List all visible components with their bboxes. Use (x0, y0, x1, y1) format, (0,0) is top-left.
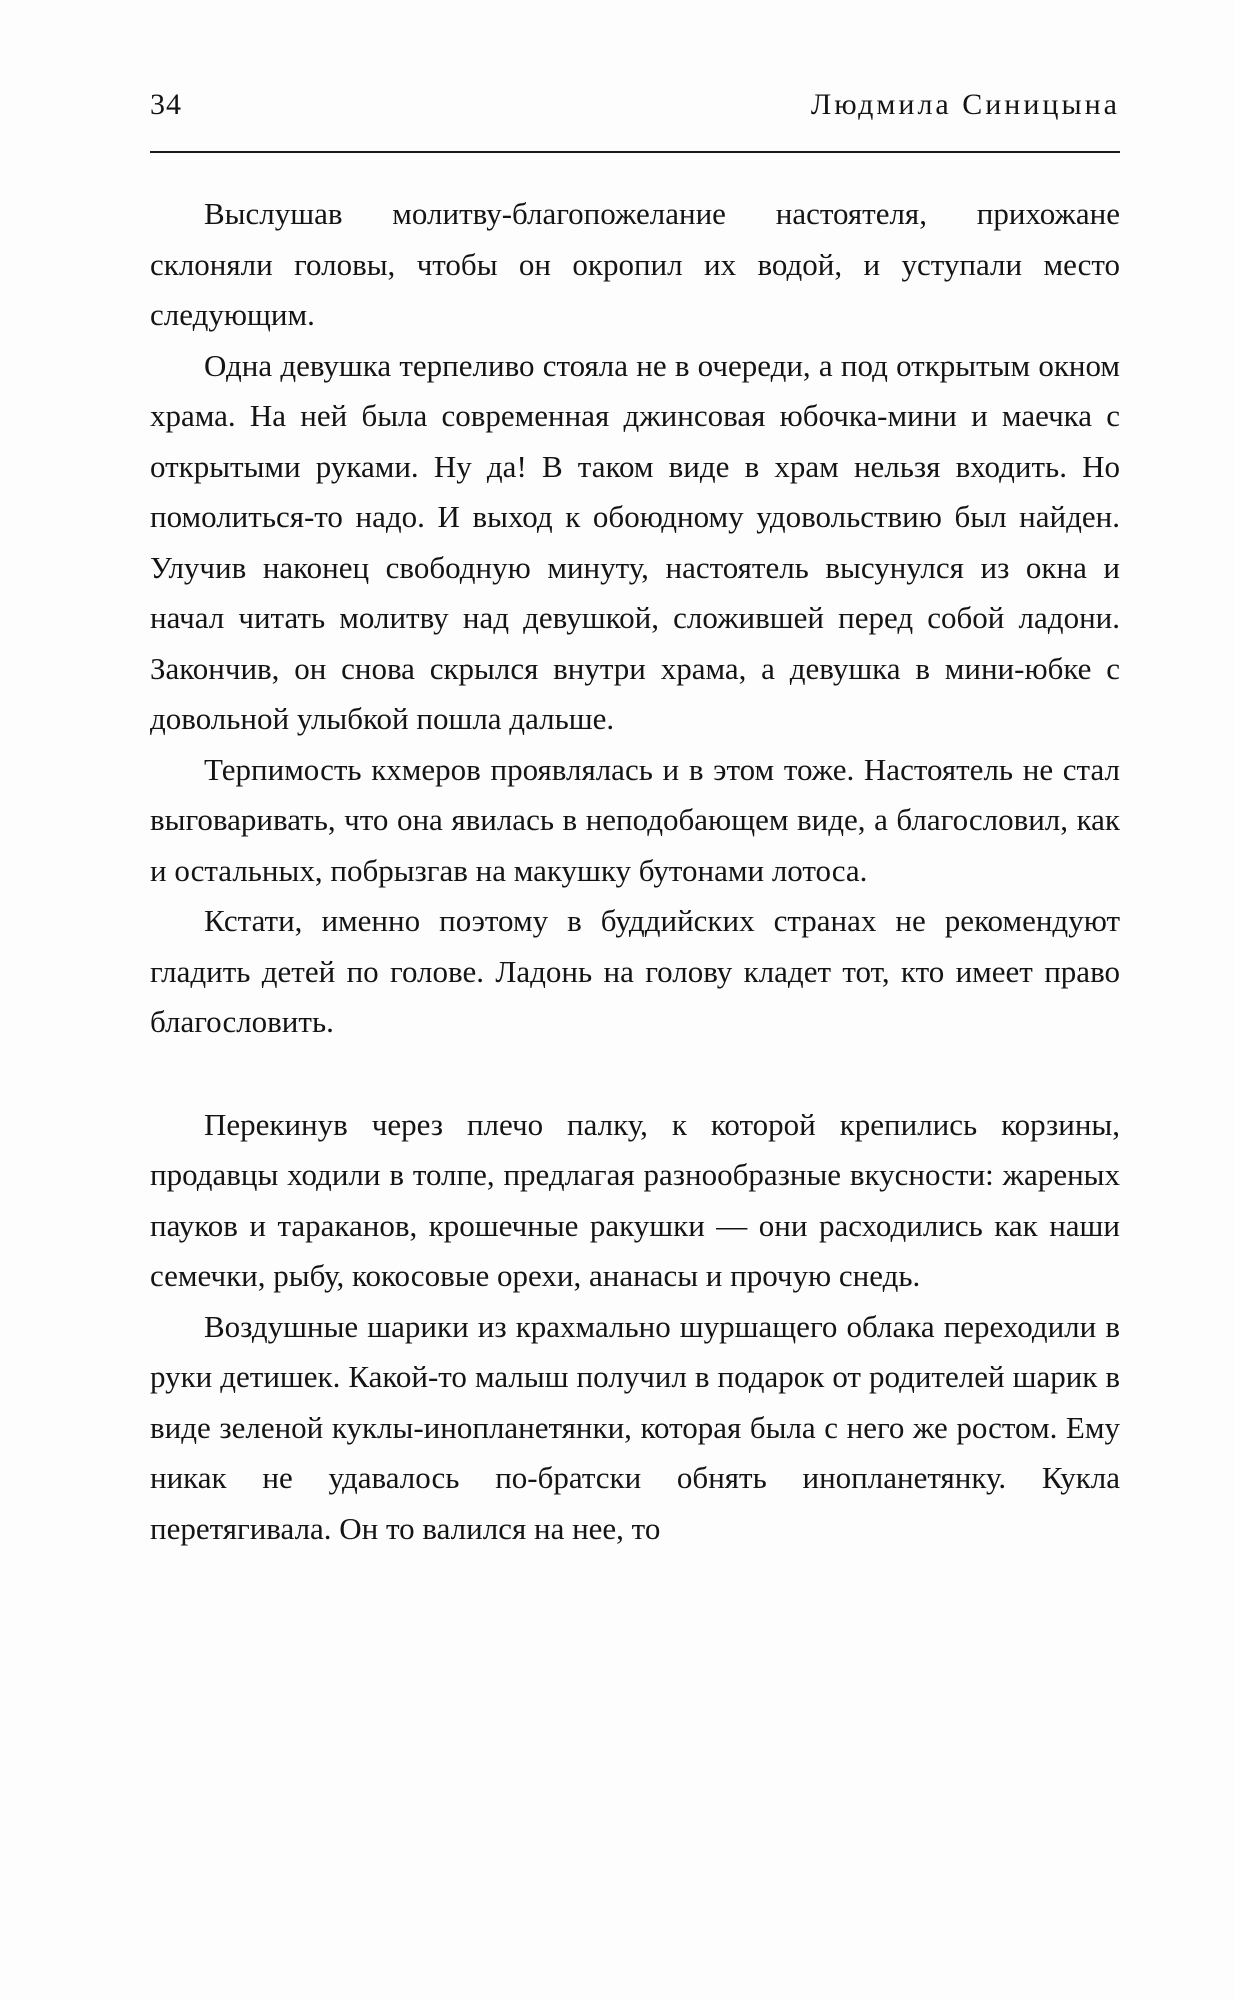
header-rule (150, 151, 1120, 153)
paragraph: Выслушав молитву-благопожелание настоятеля, прихожане склоняли головы, чтобы он окропил их водой, и уступали место следующим. (150, 196, 1120, 332)
book-author: Людмила Синицына (810, 88, 1120, 121)
page-number: 34 (150, 88, 182, 121)
running-head (150, 88, 1120, 132)
section-break (150, 1048, 1120, 1100)
text-body (150, 189, 1120, 1554)
paragraph: Воздушные шарики из крахмально шуршащего облака переходили в руки детишек. Какой-то малыш получил в подарок от родителей шарик в виде зеленой куклы-инопланетянки, которая была с него же ростом. Ему никак не удавалось по-братски обнять инопланетянку. Кукла перетягивала. Он то валился на нее, то (150, 1308, 1120, 1546)
paragraph: Перекинув через плечо палку, к которой крепились корзины, продавцы ходили в толпе, предлагая разнообразные вкусности: жареных пауков и тараканов, крошечные ракушки — они расходились как наши семечки, рыбу, кокосовые орехи, ананасы и прочую снедь. (150, 1106, 1120, 1293)
paragraph: Кстати, именно поэтому в буддийских странах не рекомендуют гладить детей по голове. Ладонь на голову кладет тот, кто имеет право благословить. (150, 903, 1120, 1039)
paragraph: Терпимость кхмеров проявлялась и в этом тоже. Настоятель не стал выговаривать, что она явилась в неподобающем виде, а благословил, как и остальных, побрызгав на макушку бутонами лотоса. (150, 751, 1120, 888)
paragraph: Одна девушка терпеливо стояла не в очереди, а под открытым окном храма. На ней была современная джинсовая юбочка-мини и маечка с открытыми руками. Ну да! В таком виде в храм нельзя входить. Но помолиться-то надо. И выход к обоюдному удовольствию был найден. Улучив наконец свободную минуту, настоятель высунулся из окна и начал читать молитву над девушкой, сложившей перед собой ладони. Закончив, он снова скрылся внутри храма, а девушка в мини-юбке с довольной улыбкой пошла дальше. (150, 347, 1120, 736)
